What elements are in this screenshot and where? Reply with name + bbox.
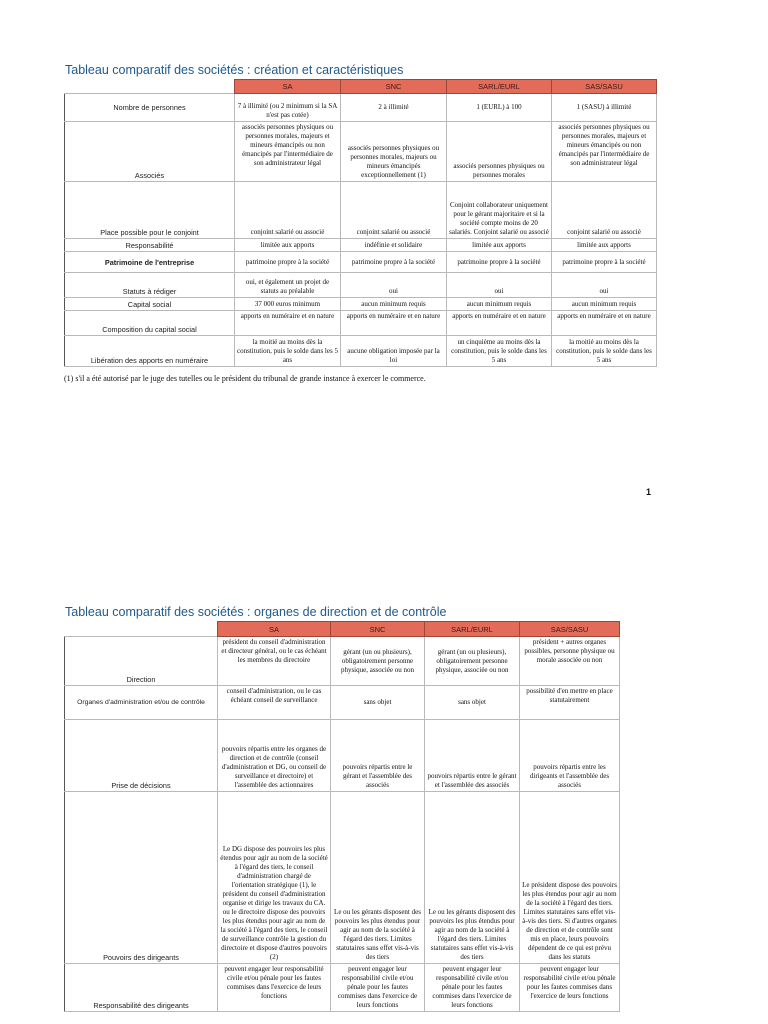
row-label: Statuts à rédiger [65,273,235,298]
table-cell: la moitié au moins dès la constitution, puis le solde dans les 5 ans [235,336,341,367]
row-label: Nombre de personnes [65,94,235,122]
table-cell: limitée aux apports [552,239,657,252]
row-label: Prise de décisions [65,720,218,792]
table-cell: apports en numéraire et en nature [341,311,447,336]
table-cell: 1 (SASU) à illimité [552,94,657,122]
table-cell: Le président dispose des pouvoirs les plus étendus pour agir au nom de la société à l'égard des tiers. Limites statutaires sans effet vis-à-vis des tiers. Si d'autres organes de direction et de contrôle sont mis en place, leurs pouvoirs dépendent de ce qui est prévu dans les statuts [520,792,620,964]
page-number: 1 [646,487,652,497]
table-header-row [65,80,657,94]
row-label: Patrimoine de l'entreprise [65,252,235,273]
table-cell: gérant (un ou plusieurs), obligatoirement personne physique, associée ou non [425,637,520,686]
table-cell: patrimoine propre à la société [341,252,447,273]
table-cell: limitée aux apports [447,239,552,252]
table-cell: président du conseil d'administration et directeur général, ou le cas échéant les membres du directoire [218,637,331,686]
table-cell: la moitié au moins dès la constitution, puis le solde dans les 5 ans [552,336,657,367]
row-label: Associés [65,122,235,182]
table-cell: 1 (EURL) à 100 [447,94,552,122]
table-row [65,273,657,298]
column-header-sarl-eurl: SARL/EURL [447,80,552,94]
table-row [65,686,620,720]
table-cell: associés personnes physiques ou personnes morales, majeurs ou mineurs émancipés exceptionnellement (1) [341,122,447,182]
comparison-table-creation [64,79,657,367]
column-header-snc: SNC [331,622,425,637]
table-cell: conjoint salarié ou associé [552,182,657,239]
table-row [65,311,657,336]
row-label: Composition du capital social [65,311,235,336]
table-cell: aucun minimum requis [552,298,657,311]
table-row [65,964,620,1012]
table-cell: associés personnes physiques ou personnes morales, majeurs et mineurs émancipés ou non émancipés par l'intermédiaire de son administrateur légal [235,122,341,182]
table-cell: oui [552,273,657,298]
table-row [65,122,657,182]
table-row [65,182,657,239]
table-row [65,94,657,122]
table-cell: associés personnes physiques ou personnes morales, majeurs et mineurs émancipés ou non émancipés par l'intermédiaire de son administrateur légal [552,122,657,182]
table-cell: conjoint salarié ou associé [341,182,447,239]
table-cell: Le DG dispose des pouvoirs les plus étendus pour agir au nom de la société à l'égard des tiers, le conseil d'administration chargé de l'orientation stratégique (1), le président du conseil d'administration organise et dirige les travaux du CA. ou le directoire dispose des pouvoirs les plus étendus pour agir au nom de la société à l'égard des tiers, le conseil de surveillance contrôle la gestion du directoire et dispose d'autres pouvoirs (2) [218,792,331,964]
table-cell: apports en numéraire et en nature [552,311,657,336]
header-blank [65,622,218,637]
table-cell: conjoint salarié ou associé [235,182,341,239]
table-cell: gérant (un ou plusieurs), obligatoirement personne physique, associée ou non [331,637,425,686]
column-header-sas-sasu: SAS/SASU [552,80,657,94]
table-cell: sans objet [331,686,425,720]
table-cell: limitée aux apports [235,239,341,252]
row-label: Direction [65,637,218,686]
row-label: Responsabilité des dirigeants [65,964,218,1012]
column-header-sarl-eurl: SARL/EURL [425,622,520,637]
table-cell: Conjoint collaborateur uniquement pour le gérant majoritaire et si la société compte moins de 20 salariés. Conjoint salarié ou associé [447,182,552,239]
table-cell: possibilité d'en mettre en place statutairement [520,686,620,720]
table-cell: conseil d'administration, ou le cas échéant conseil de surveillance [218,686,331,720]
table-cell: patrimoine propre à la société [552,252,657,273]
table-cell: apports en numéraire et en nature [235,311,341,336]
table-cell: oui [341,273,447,298]
column-header-snc: SNC [341,80,447,94]
table-row [65,298,657,311]
page-title: Tableau comparatif des sociétés : création et caractéristiques [65,63,404,77]
page-title: Tableau comparatif des sociétés : organes de direction et de contrôle [65,605,447,619]
table-cell: indéfinie et solidaire [341,239,447,252]
table-cell: pouvoirs répartis entre le gérant et l'assemblée des associés [425,720,520,792]
row-label: Place possible pour le conjoint [65,182,235,239]
table-cell: peuvent engager leur responsabilité civile et/ou pénale pour les fautes commises dans l'exercice de leurs fonctions [425,964,520,1012]
row-label: Pouvoirs des dirigeants [65,792,218,964]
table-cell: président + autres organes possibles, personne physique ou morale associée ou non [520,637,620,686]
row-label: Libération des apports en numéraire [65,336,235,367]
row-label: Capital social [65,298,235,311]
table-row [65,336,657,367]
header-blank [65,80,235,94]
table-cell: aucun minimum requis [341,298,447,311]
table-cell: 37 000 euros minimum [235,298,341,311]
table-cell: oui [447,273,552,298]
table-cell: Le ou les gérants disposent des pouvoirs les plus étendus pour agir au nom de la société à l'égard des tiers. Limites statutaires sans effet vis-à-vis des tiers [331,792,425,964]
table-cell: pouvoirs répartis entre les dirigeants et l'assemblée des associés [520,720,620,792]
table-cell: aucune obligation imposée par la loi [341,336,447,367]
table-row [65,252,657,273]
row-label: Organes d'administration et/ou de contrôle [65,686,218,720]
table-row [65,637,620,686]
table-cell: un cinquième au moins dès la constitution, puis le solde dans les 5 ans [447,336,552,367]
table-cell: 7 à illimité (ou 2 minimum si la SA n'est pas cotée) [235,94,341,122]
table-cell: peuvent engager leur responsabilité civile et/ou pénale pour les fautes commises dans l'exercice de leurs fonctions [331,964,425,1012]
footnote: (1) s'il a été autorisé par le juge des tutelles ou le président du tribunal de grande instance à exercer le commerce. [64,374,426,383]
table-cell: pouvoirs répartis entre les organes de direction et de contrôle (conseil d'administration et DG, ou conseil de surveillance et directoire) et l'assemblée des actionnaires [218,720,331,792]
table-row [65,239,657,252]
table-header-row [65,622,620,637]
table-cell: sans objet [425,686,520,720]
table-cell: 2 à illimité [341,94,447,122]
table-cell: aucun minimum requis [447,298,552,311]
column-header-sas-sasu: SAS/SASU [520,622,620,637]
table-cell: peuvent engager leur responsabilité civile et/ou pénale pour les fautes commises dans l'exercice de leurs fonctions [218,964,331,1012]
table-cell: Le ou les gérants disposent des pouvoirs les plus étendus pour agir au nom de la société à l'égard des tiers. Limites statutaires sans effet vis-à-vis des tiers [425,792,520,964]
table-cell: pouvoirs répartis entre le gérant et l'assemblée des associés [331,720,425,792]
table-cell: apports en numéraire et en nature [447,311,552,336]
comparison-table-governance [64,621,620,1012]
table-cell: associés personnes physiques ou personnes morales [447,122,552,182]
table-cell: patrimoine propre à la société [447,252,552,273]
row-label: Responsabilité [65,239,235,252]
table-row [65,792,620,964]
table-cell: patrimoine propre à la société [235,252,341,273]
table-cell: oui, et également un projet de statuts au préalable [235,273,341,298]
column-header-sa: SA [235,80,341,94]
column-header-sa: SA [218,622,331,637]
table-row [65,720,620,792]
table-cell: peuvent engager leur responsabilité civile et/ou pénale pour les fautes commises dans l'exercice de leurs fonctions [520,964,620,1012]
